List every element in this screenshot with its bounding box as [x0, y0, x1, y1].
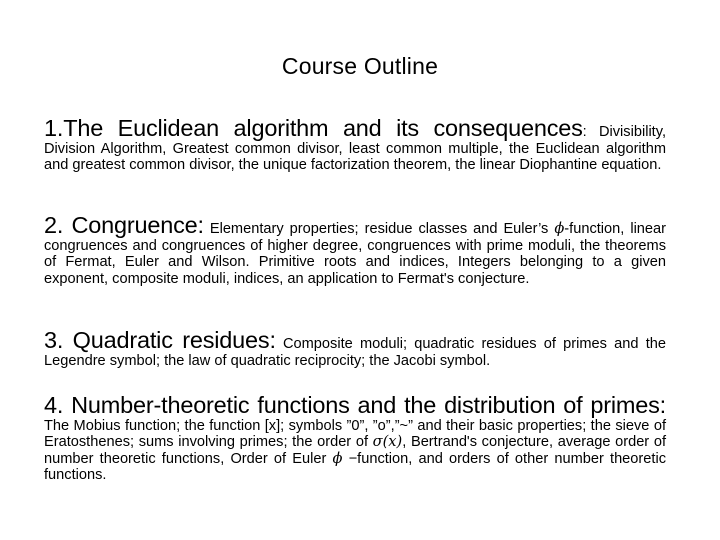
phi-symbol: ϕ	[554, 220, 565, 237]
section-text	[44, 328, 666, 369]
section-congruence	[44, 213, 666, 287]
section-body-end: −function, and orders of other number theoretic functions.	[44, 450, 666, 484]
section-heading: 1.The Euclidean algorithm and its consequences	[44, 115, 583, 141]
section-body-continued: , Bertrand's conjecture, average order of number theoretic functions, Order of Euler	[44, 434, 666, 467]
section-body: : Divisibility, Division Algorithm, Greatest common divisor, least common multiple, the Euclidean algorithm and greatest common divisor, the unique factorization theorem, the linear Diophantine equation.	[44, 124, 667, 174]
section-text	[44, 394, 666, 484]
section-euclidean-algorithm	[44, 116, 666, 174]
section-heading: 4. Number-theoretic functions and the distribution of primes:	[44, 392, 666, 418]
section-heading: 3. Quadratic residues:	[44, 327, 276, 353]
slide-title: Course Outline	[281, 53, 439, 79]
section-quadratic-residues	[44, 328, 666, 369]
phi-symbol: ϕ	[332, 449, 343, 467]
section-body: Composite moduli; quadratic residues of primes and the Legendre symbol; the law of quadratic reciprocity; the Jacobi symbol.	[44, 336, 667, 369]
section-text	[44, 116, 666, 174]
section-number-theoretic-functions	[44, 394, 666, 484]
section-body: The Mobius function; the function [x]; symbols ”0”, ”o”,”~” and their basic properties; the sieve of Eratosthenes; sums involving primes; the order of	[44, 417, 666, 451]
section-heading: 2. Congruence:	[44, 212, 204, 238]
section-text	[44, 213, 666, 287]
section-body-continued: -function, linear congruences and congruences of higher degree, congruences with prime moduli, the theorems of Fermat, Euler and Wilson. Primitive roots and indices, Integers belonging to a given exponent, composite moduli, indices, an application to Fermat's conjecture.	[44, 221, 667, 287]
section-body: Elementary properties; residue classes and Euler’s	[203, 221, 555, 237]
sigma-function-symbol: σ(x)	[372, 433, 403, 451]
